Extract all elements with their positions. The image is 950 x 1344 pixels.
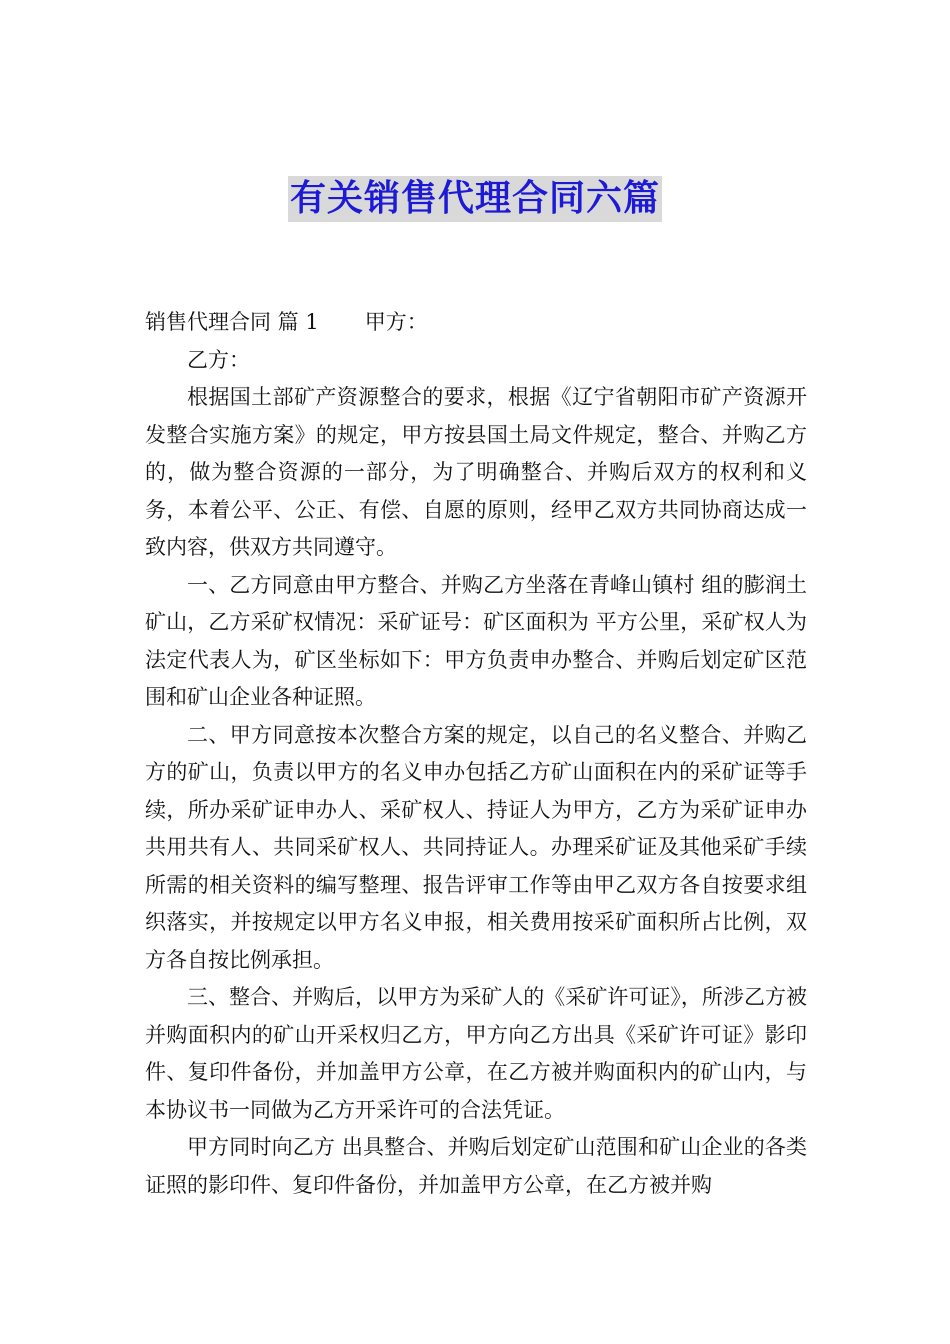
title-container	[0, 176, 950, 222]
party-b-label: 乙方：	[187, 347, 250, 372]
party-a-label: 甲方：	[364, 310, 428, 334]
section-heading: 销售代理合同 篇 1	[145, 310, 319, 334]
paragraph-intro: 根据国土部矿产资源整合的要求，根据《辽宁省朝阳市矿产资源开发整合实施方案》的规定，甲方按县国土局文件规定，整合、并购乙方的，做为整合资源的一部分，为了明确整合、并购后双方的权利和义务，本着公平、公正、有偿、自愿的原则，经甲乙双方共同协商达成一致内容，供双方共同遵守。	[145, 385, 807, 559]
party-b-line	[145, 342, 807, 380]
section-heading-line	[145, 304, 807, 342]
paragraph-clause-2: 二、甲方同意按本次整合方案的规定，以自己的名义整合、并购乙方的矿山，负责以甲方的名义申办包括乙方矿山面积在内的采矿证等手续，所办采矿证申办人、采矿权人、持证人为甲方，乙方为采矿证申办共用共有人、共同采矿权人、共同持证人。办理采矿证及其他采矿手续所需的相关资料的编写整理、报告评审工作等由甲乙双方各自按要求组织落实，并按规定以甲方名义申报，相关费用按采矿面积所占比例，双方各自按比例承担。	[145, 722, 807, 972]
paragraph-clause-3: 三、整合、并购后，以甲方为采矿人的《采矿许可证》，所涉乙方被并购面积内的矿山开采权归乙方，甲方向乙方出具《采矿许可证》影印件、复印件备份，并加盖甲方公章，在乙方被并购面积内的矿山内，与本协议书一同做为乙方开采许可的合法凭证。	[145, 985, 807, 1122]
paragraph-continuation: 甲方同时向乙方 出具整合、并购后划定矿山范围和矿山企业的各类证照的影印件、复印件备份，并加盖甲方公章，在乙方被并购	[145, 1135, 807, 1197]
paragraph-clause-1: 一、乙方同意由甲方整合、并购乙方坐落在青峰山镇村 组的膨润土矿山，乙方采矿权情况：采矿证号：矿区面积为 平方公里，采矿权人为 法定代表人为，矿区坐标如下：甲方负责申办整合、并购后划定矿区范围和矿山企业各种证照。	[145, 572, 807, 709]
document-title: 有关销售代理合同六篇	[288, 176, 662, 222]
document-body	[145, 304, 807, 1204]
